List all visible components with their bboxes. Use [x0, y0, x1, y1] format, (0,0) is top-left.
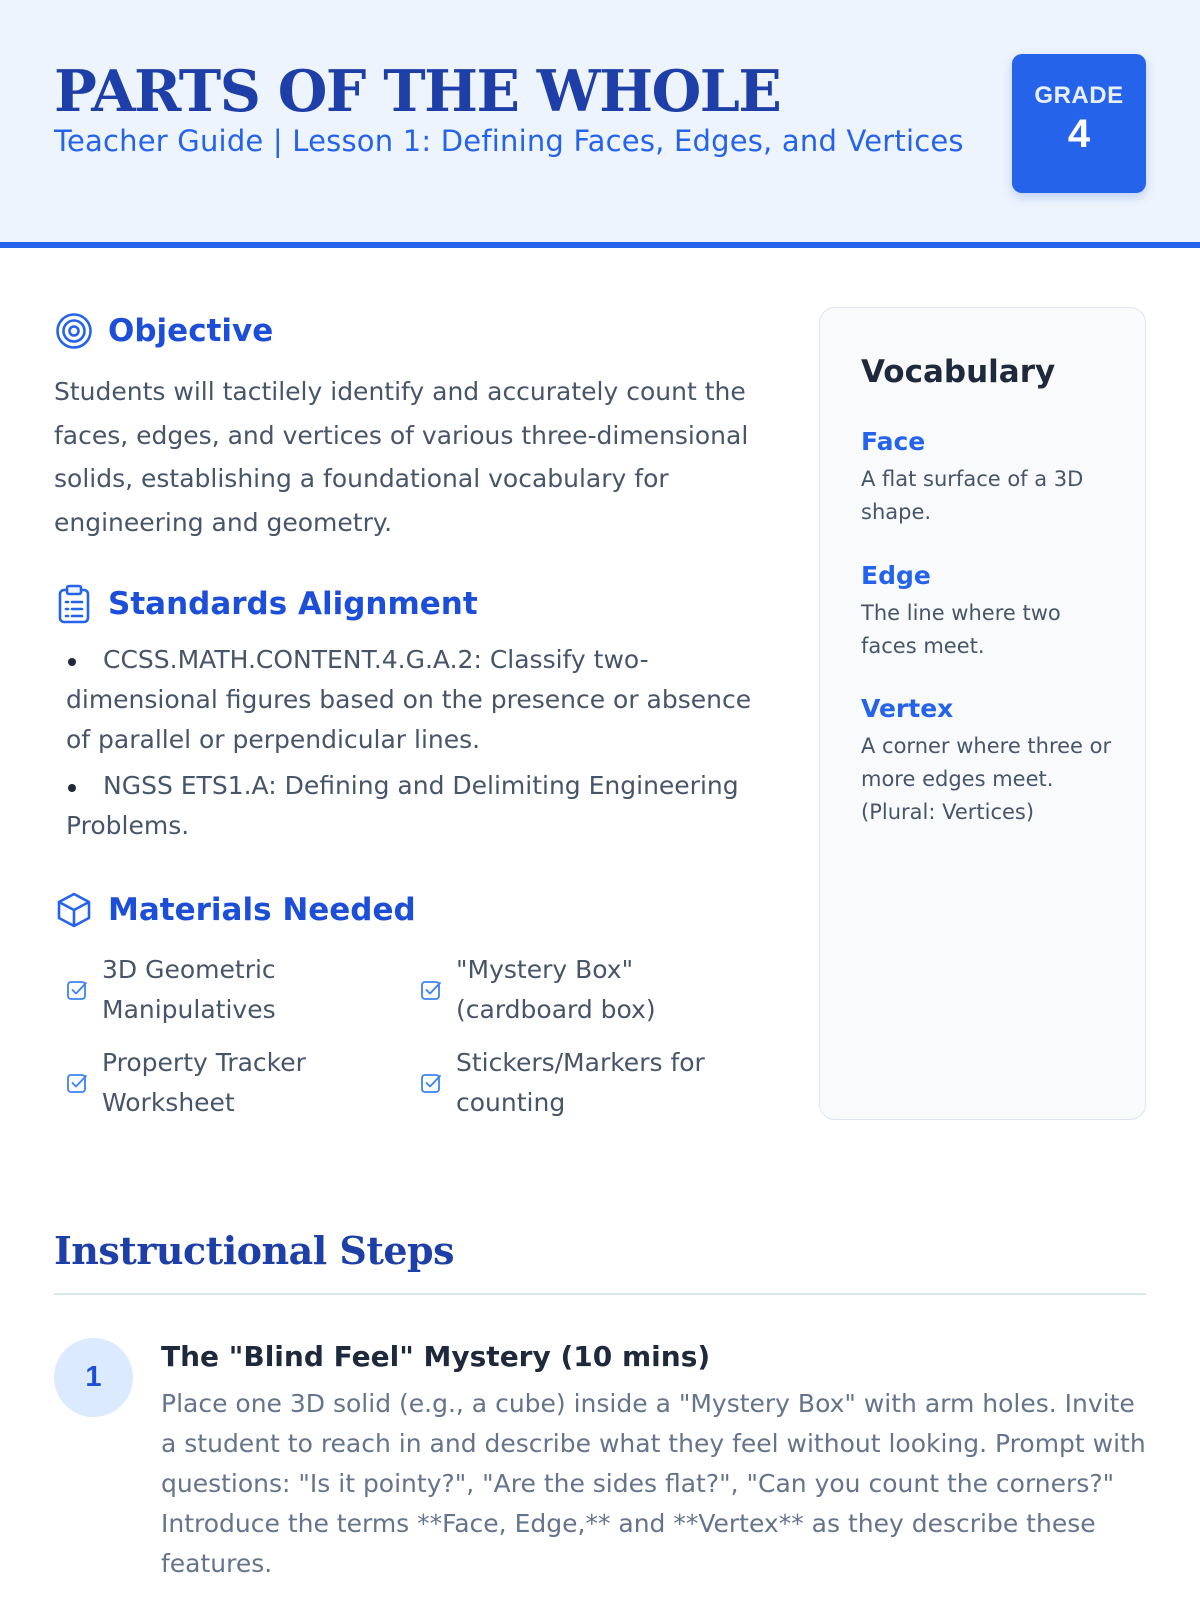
material-item	[66, 1043, 406, 1123]
standard-item: CCSS.MATH.CONTENT.4.G.A.2: Classify two-dimensional figures based on the presence or absence of parallel or perpendicular lines.	[66, 640, 766, 760]
header-banner	[0, 0, 1200, 248]
vocab-term-name: Vertex	[861, 694, 954, 723]
material-label: 3D Geometric Manipulatives	[102, 955, 276, 1024]
standard-item: NGSS ETS1.A: Defining and Delimiting Engineering Problems.	[66, 766, 766, 846]
checkbox-icon	[420, 1072, 442, 1094]
materials-heading: Materials Needed	[108, 892, 416, 928]
objective-section-head	[54, 311, 273, 351]
vocab-term	[861, 692, 1121, 829]
checkbox-icon	[420, 979, 442, 1001]
material-label: Property Tracker Worksheet	[102, 1048, 306, 1117]
vocab-term-definition: A corner where three or more edges meet. (Plural: Vertices)	[861, 734, 1112, 824]
vocab-term-definition: A flat surface of a 3D shape.	[861, 467, 1084, 524]
grade-label: GRADE	[1034, 82, 1124, 109]
objective-heading: Objective	[108, 313, 274, 349]
material-label: Stickers/Markers for counting	[456, 1048, 705, 1117]
step-body: Place one 3D solid (e.g., a cube) inside a "Mystery Box" with arm holes. Invite a student to reach in and describe what they feel without looking. Prompt with questions: "Is it pointy?", "Are the sides flat?", "Can you count the corners?" Introduce the terms **Face, Edge,** and **Vertex** as they describe these features.	[161, 1389, 1146, 1578]
clipboard-icon	[54, 584, 94, 624]
standards-heading: Standards Alignment	[108, 586, 478, 622]
material-item	[420, 950, 760, 1030]
vocabulary-heading: Vocabulary	[861, 354, 1056, 390]
checkbox-icon	[66, 1072, 88, 1094]
standards-list	[66, 640, 766, 852]
standards-section-head	[54, 584, 478, 624]
grade-badge	[1012, 54, 1146, 193]
page-subtitle: Teacher Guide | Lesson 1: Defining Faces, Edges, and Vertices	[54, 124, 964, 158]
materials-section-head	[54, 890, 416, 930]
step-title: The "Blind Feel" Mystery (10 mins)	[161, 1340, 711, 1373]
step-number-badge: 1	[54, 1338, 133, 1417]
vocab-term	[861, 559, 1121, 663]
cube-icon	[54, 890, 94, 930]
grade-value: 4	[1067, 112, 1091, 156]
vocabulary-panel	[819, 307, 1146, 1120]
material-label: "Mystery Box" (cardboard box)	[456, 955, 656, 1024]
steps-heading: Instructional Steps	[54, 1228, 455, 1273]
vocab-term-name: Edge	[861, 561, 931, 590]
material-item	[420, 1043, 760, 1123]
material-item	[66, 950, 406, 1030]
objective-text: Students will tactilely identify and accurately count the faces, edges, and vertices of various three-dimensional solids, establishing a foundational vocabulary for engineering and geometry.	[54, 377, 749, 537]
checkbox-icon	[66, 979, 88, 1001]
vocab-term-name: Face	[861, 427, 926, 456]
vocab-term-definition: The line where two faces meet.	[861, 601, 1061, 658]
page-title: PARTS OF THE WHOLE	[54, 58, 781, 125]
target-icon	[54, 311, 94, 351]
steps-divider	[54, 1293, 1146, 1295]
vocab-term	[861, 425, 1121, 529]
